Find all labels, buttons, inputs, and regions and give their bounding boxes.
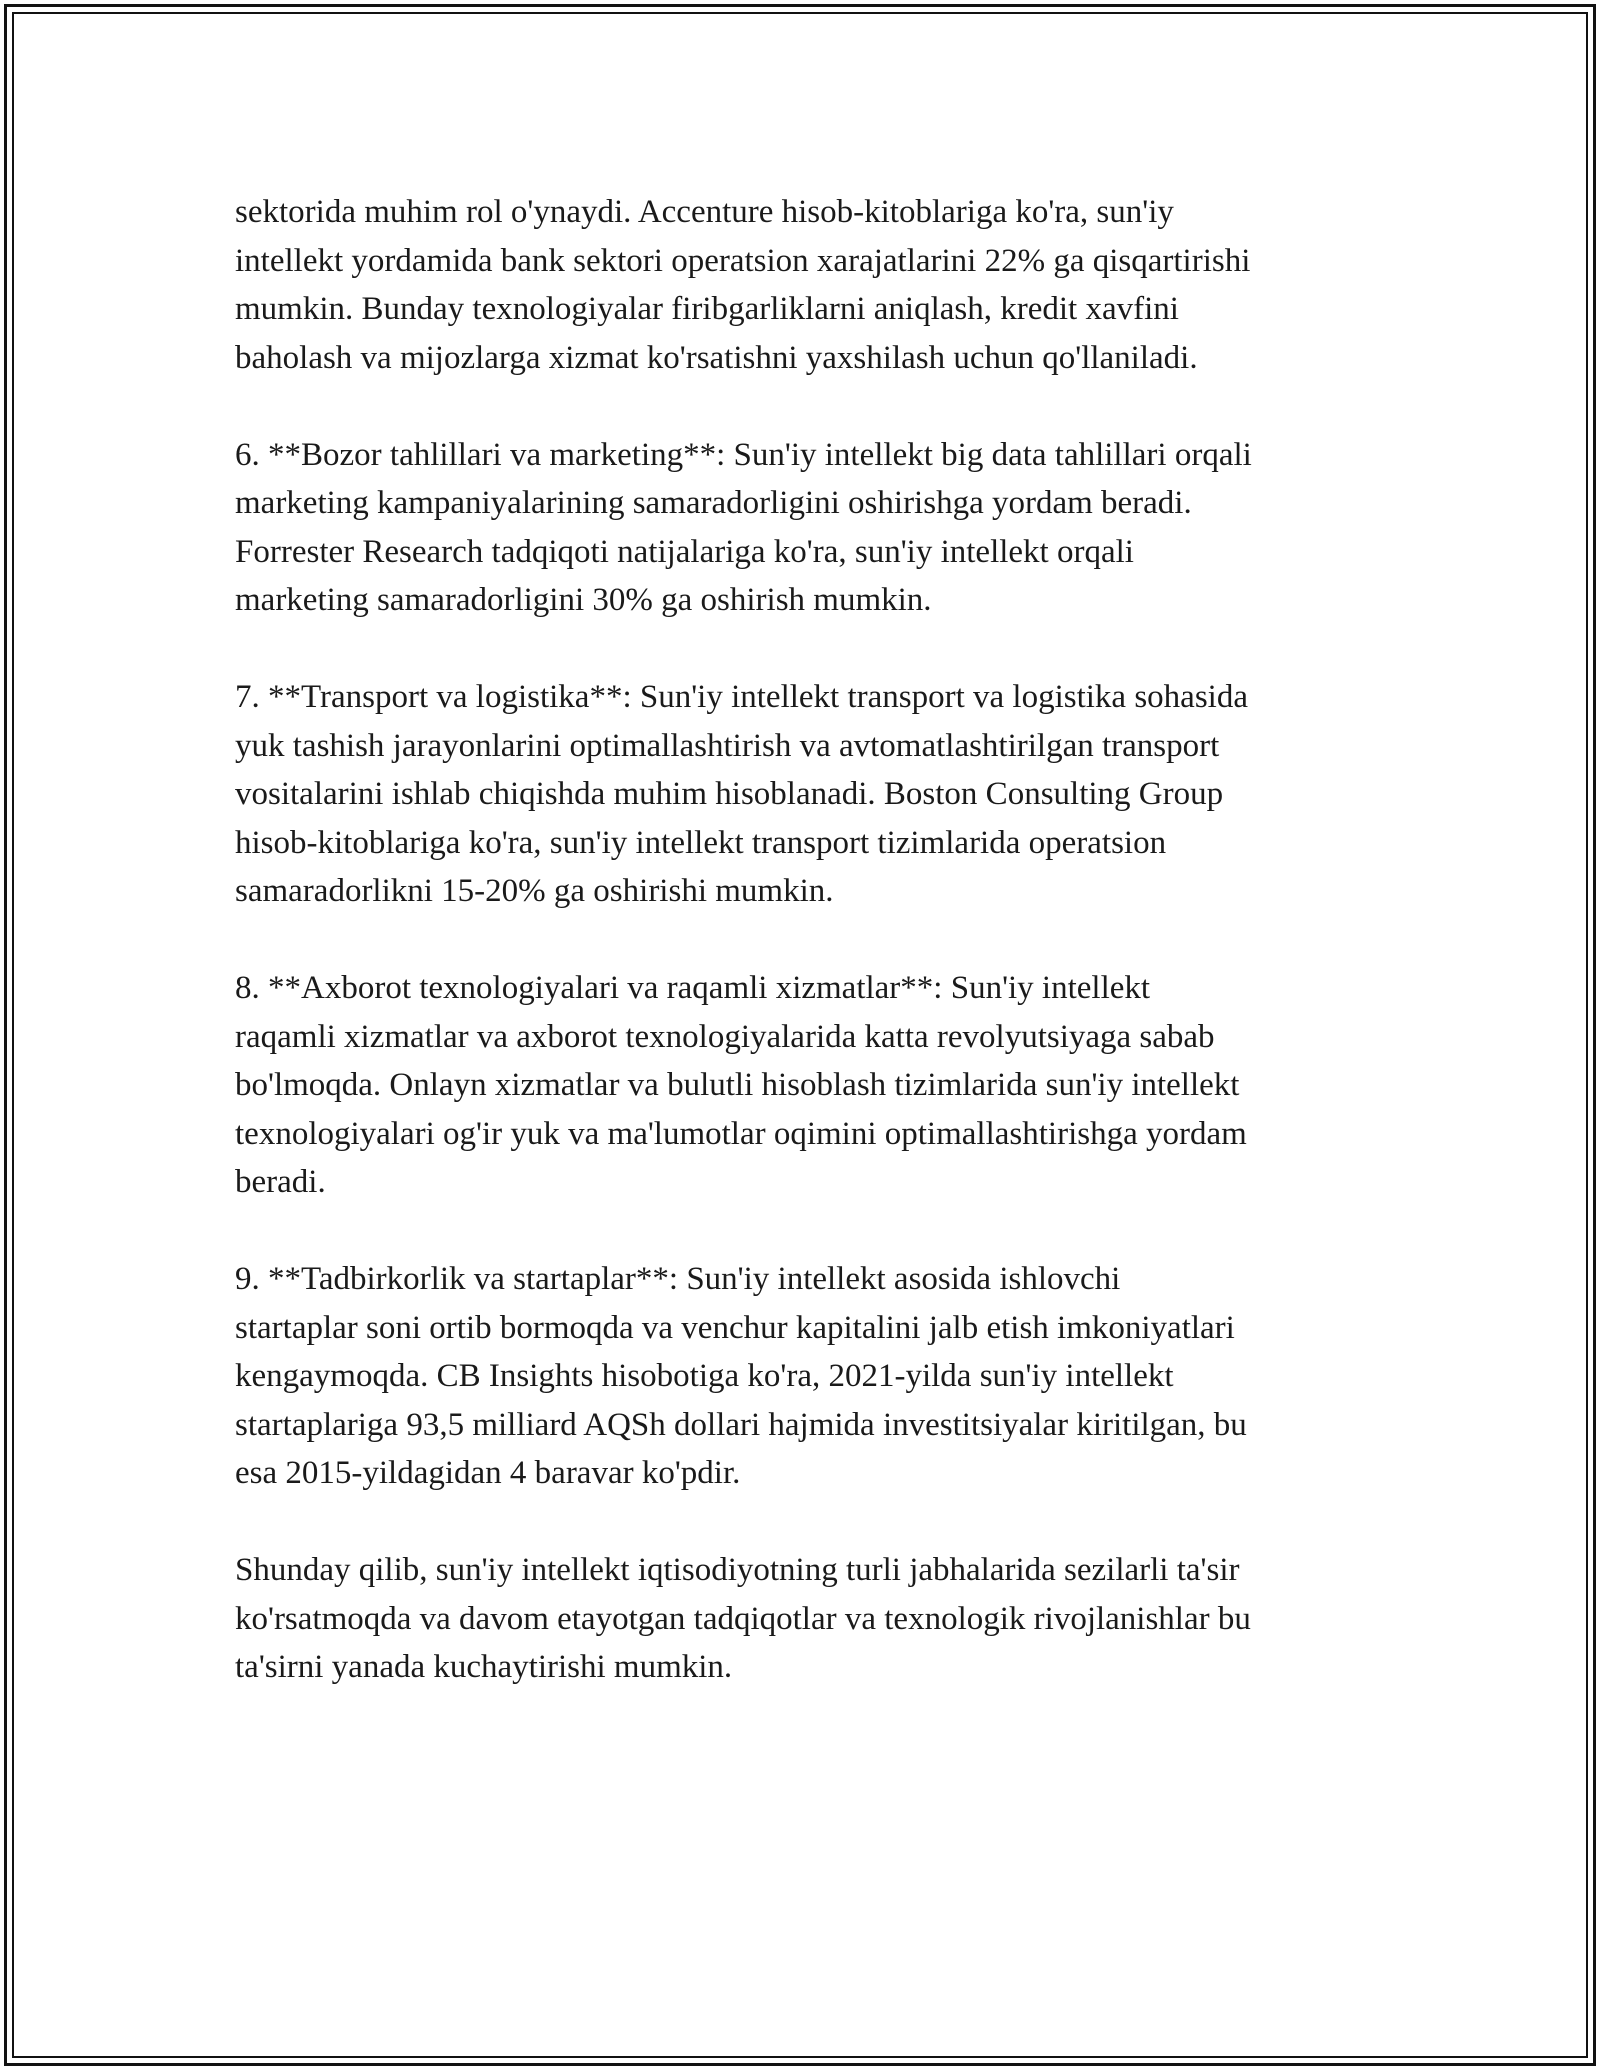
paragraph-transport-logistics: 7. **Transport va logistika**: Sun'iy intellekt transport va logistika sohasida yuk tashish jarayonlarini optimallashtirish va avtomatlashtirilgan transport vositalarini ishlab chiqishda muhim hisoblanadi. Boston Consulting Group hisob-kitoblariga ko'ra, sun'iy intellekt transport tizimlarida operatsion samaradorlikni 15-20% ga oshirishi mumkin. xyxy=(235,679,1248,909)
paragraph-market-analysis-marketing: 6. **Bozor tahlillari va marketing**: Sun'iy intellekt big data tahlillari orqali marketing kampaniyalarining samaradorligini oshirishga yordam beradi. Forrester Research tadqiqoti natijalariga ko'ra, sun'iy intellekt orqali marketing samaradorligini 30% ga oshirish mumkin. xyxy=(235,436,1252,618)
paragraph-banking-continuation: sektorida muhim rol o'ynaydi. Accenture hisob-kitoblariga ko'ra, sun'iy intellekt yordamida bank sektori operatsion xarajatlarini 22% ga qisqartirishi mumkin. Bunday texnologiyalar firibgarliklarni aniqlash, kredit xavfini baholash va mijozlarga xizmat ko'rsatishni yaxshilash uchun qo'llaniladi. xyxy=(235,194,1251,376)
paragraph-it-digital-services: 8. **Axborot texnologiyalari va raqamli xizmatlar**: Sun'iy intellekt raqamli xizmatlar va axborot texnologiyalarida katta revolyutsiyaga sabab bo'lmoqda. Onlayn xizmatlar va bulutli hisoblash tizimlarida sun'iy intellekt texnologiyalari og'ir yuk va ma'lumotlar oqimini optimallashtirishga yordam beradi. xyxy=(235,970,1247,1200)
paragraph-entrepreneurship-startups: 9. **Tadbirkorlik va startaplar**: Sun'iy intellekt asosida ishlovchi startaplar soni ortib bormoqda va venchur kapitalini jalb etish imkoniyatlari kengaymoqda. CB Insights hisobotiga ko'ra, 2021-yilda sun'iy intellekt startaplariga 93,5 milliard AQSh dollari hajmida investitsiyalar kiritilgan, bu esa 2015-yildagidan 4 baravar ko'pdir. xyxy=(235,1261,1247,1491)
paragraph-conclusion: Shunday qilib, sun'iy intellekt iqtisodiyotning turli jabhalarida sezilarli ta'sir ko'rsatmoqda va davom etayotgan tadqiqotlar va texnologik rivojlanishlar bu ta'sirni yanada kuchaytirishi mumkin. xyxy=(235,1552,1251,1685)
document-body xyxy=(235,188,1385,1740)
